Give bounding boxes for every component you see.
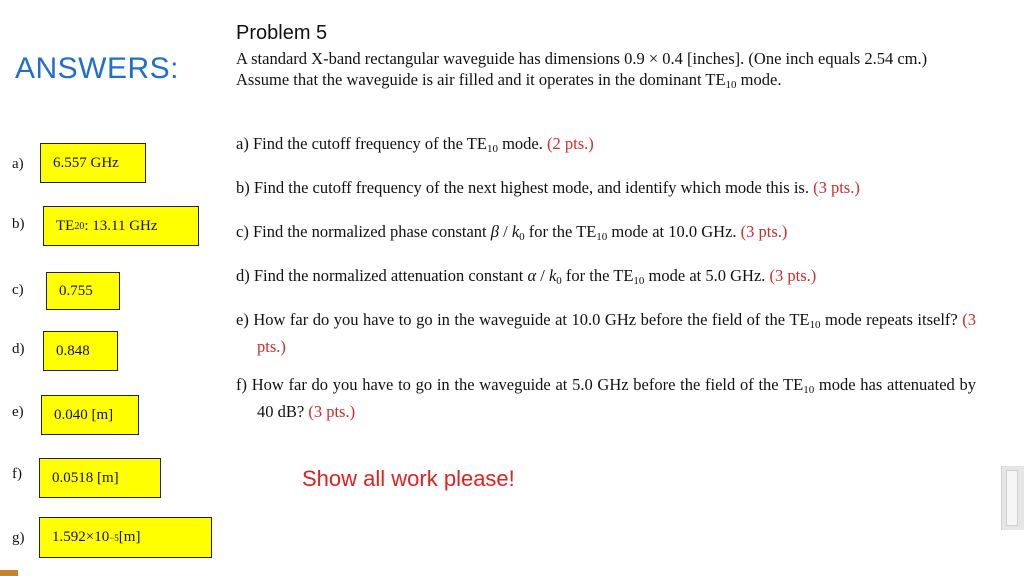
question-c-slash: / xyxy=(498,222,512,241)
question-b-points: (3 pts.) xyxy=(813,178,860,197)
answer-value-a: 6.557 GHz xyxy=(53,154,119,171)
answer-label-d: d) xyxy=(12,341,25,357)
slide-corner-mark xyxy=(0,570,18,576)
question-b-text: b) Find the cutoff frequency of the next highest mode, and identify which mode this is. xyxy=(236,178,814,197)
question-d-text-3: mode at 5.0 GHz. xyxy=(644,266,770,285)
alpha-symbol: α xyxy=(527,266,537,285)
question-d-slash: / xyxy=(536,266,549,285)
answer-value-e: 0.040 [m] xyxy=(54,406,114,423)
question-a-text: a) Find the cutoff frequency of the TE xyxy=(236,134,487,153)
answer-label-b: b) xyxy=(12,216,25,232)
question-a-text-2: mode. xyxy=(497,134,547,153)
question-d xyxy=(236,265,976,292)
problem-title: Problem 5 xyxy=(236,22,328,44)
question-f-text: f) How far do you have to go in the waveguide at 5.0 GHz before the field of the TE xyxy=(236,375,804,394)
answer-box-g xyxy=(39,517,212,558)
intro-sub: 10 xyxy=(725,79,737,91)
answer-value-b-prefix: TE xyxy=(56,217,75,234)
answer-box-f xyxy=(39,458,161,498)
answer-box-d xyxy=(43,331,118,371)
answer-label-e: e) xyxy=(12,404,24,420)
answer-label-a: a) xyxy=(12,156,24,172)
answer-value-g: 1.592×10 xyxy=(52,529,110,545)
answer-value-f: 0.0518 [m] xyxy=(52,469,119,486)
question-a-points: (2 pts.) xyxy=(546,134,594,153)
intro-text: A standard X-band rectangular waveguide has dimensions 0.9 × 0.4 [inches]. (One inch equals 2.54 cm.) Assume that the waveguide is air filled and it operates in the dominant TE xyxy=(236,49,928,89)
question-a xyxy=(236,133,976,160)
answer-label-f: f) xyxy=(12,466,22,482)
answer-value-c: 0.755 xyxy=(59,282,93,299)
beta-symbol: β xyxy=(490,222,499,241)
answers-title: ANSWERS: xyxy=(15,52,180,85)
question-c xyxy=(236,221,976,248)
question-c-text-2: for the TE xyxy=(524,222,597,241)
question-c-sub: 10 xyxy=(596,231,608,243)
question-e-points: (3 pts.) xyxy=(257,310,976,356)
question-c-text-3: mode at 10.0 GHz. xyxy=(607,222,741,241)
problem-intro xyxy=(236,48,976,96)
question-d-sub: 10 xyxy=(633,275,645,287)
answer-box-a xyxy=(40,143,146,183)
answer-value-b-sub: 20 xyxy=(74,220,85,232)
question-f-text-2: mode has attenuated by 40 dB? xyxy=(257,375,977,421)
question-c-text: c) Find the normalized phase constant xyxy=(236,222,491,241)
question-f xyxy=(236,374,976,422)
scrollbar-thumb[interactable] xyxy=(1006,470,1018,526)
answer-box-e xyxy=(41,395,139,435)
answer-label-g: g) xyxy=(12,530,25,546)
question-d-text: d) Find the normalized attenuation constant xyxy=(236,266,528,285)
question-c-points: (3 pts.) xyxy=(740,222,788,241)
answer-box-b xyxy=(43,206,199,246)
answer-value-b: : 13.11 GHz xyxy=(84,217,158,234)
question-d-points: (3 pts.) xyxy=(769,266,817,285)
question-d-k: k xyxy=(548,266,557,285)
answer-value-g-unit: [m] xyxy=(118,529,141,545)
question-e-text-2: mode repeats itself? xyxy=(820,310,963,329)
answer-value-d: 0.848 xyxy=(56,342,90,359)
question-e-sub: 10 xyxy=(809,319,821,331)
question-d-text-2: for the TE xyxy=(561,266,634,285)
question-a-sub: 10 xyxy=(486,143,498,155)
question-c-k: k xyxy=(511,222,520,241)
answer-label-c: c) xyxy=(12,282,24,298)
question-c-k-sub: 0 xyxy=(519,231,525,243)
intro-text-end: mode. xyxy=(736,70,782,89)
question-f-sub: 10 xyxy=(803,384,815,396)
question-f-points: (3 pts.) xyxy=(308,402,356,421)
answer-box-c xyxy=(46,272,120,310)
question-d-k-sub: 0 xyxy=(556,275,562,287)
question-e xyxy=(236,309,976,357)
answer-value-g-exponent: −5 xyxy=(109,532,119,543)
show-work-note: Show all work please! xyxy=(302,466,515,491)
question-e-text: e) How far do you have to go in the waveguide at 10.0 GHz before the field of the TE xyxy=(236,310,810,329)
question-b xyxy=(236,177,976,198)
